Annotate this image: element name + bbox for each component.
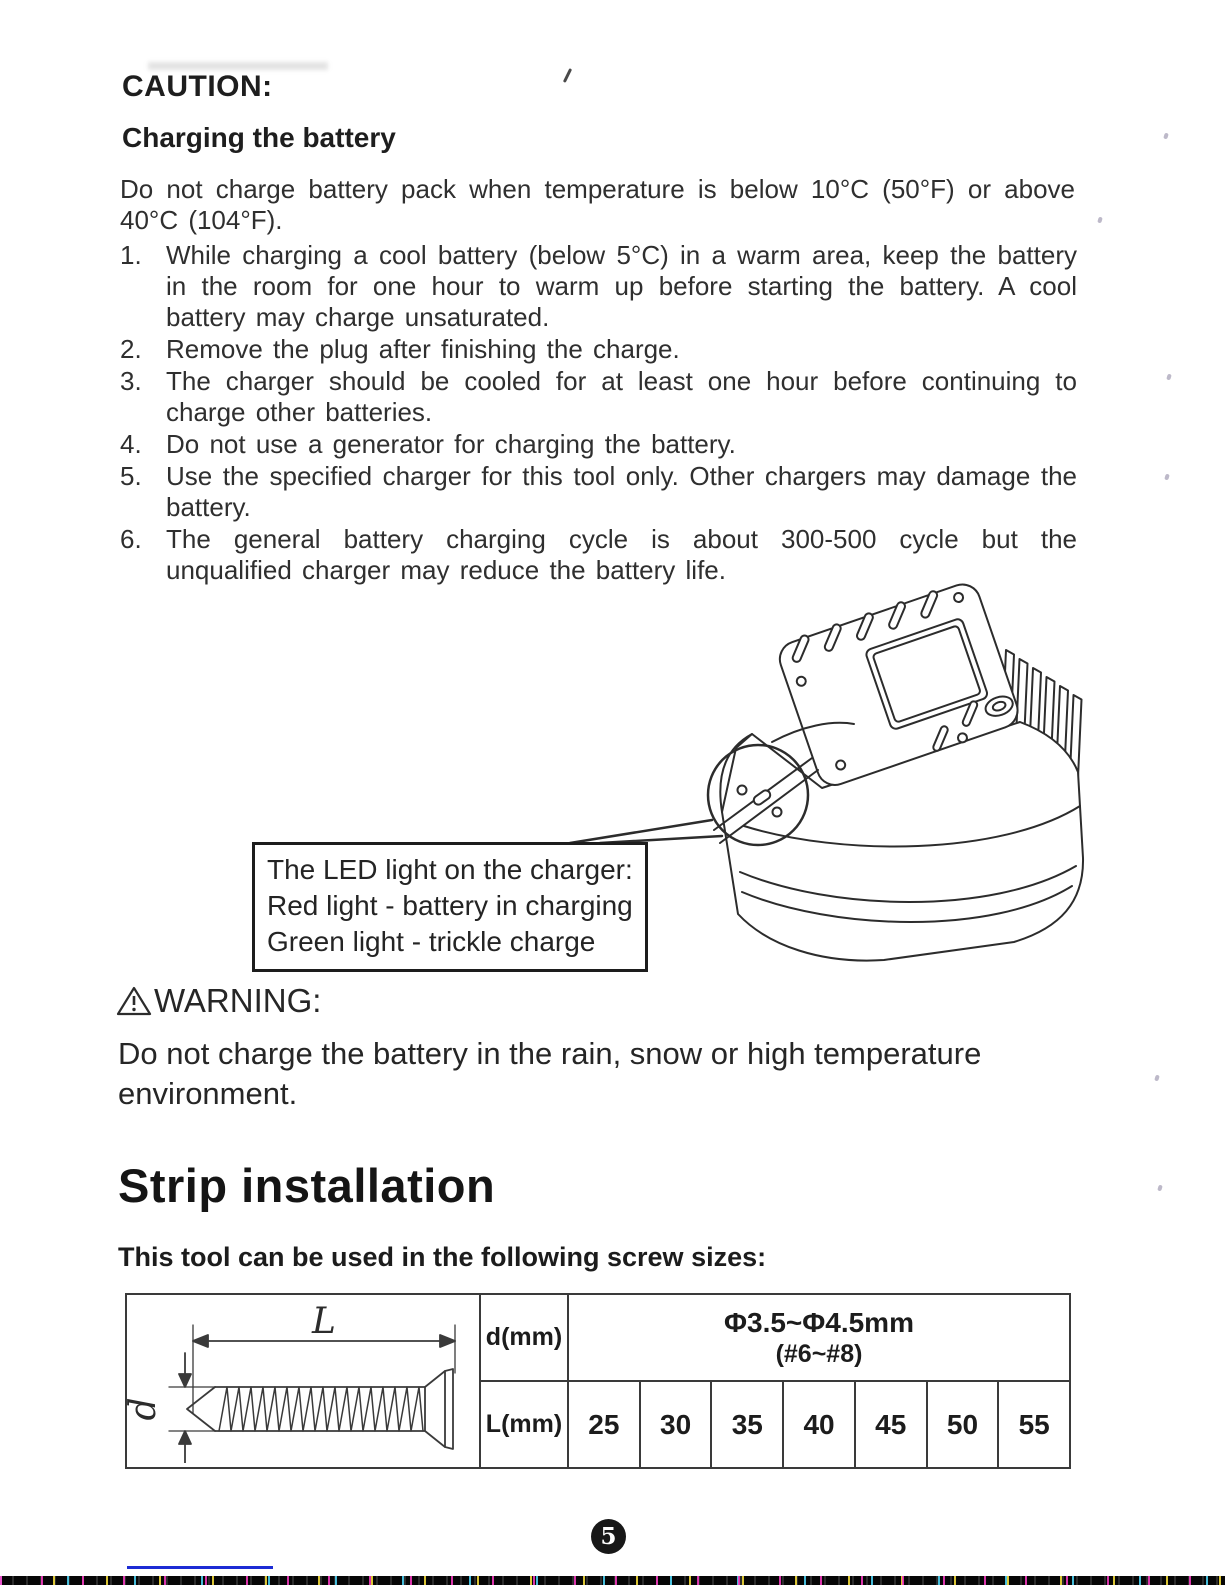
intro-paragraph: Do not charge battery pack when temperature is below 10°C (50°F) or above 40°C (104°F). [120, 174, 1075, 235]
scan-blue-line [127, 1566, 273, 1569]
warning-title-text: WARNING: [154, 982, 322, 1019]
list-item [120, 240, 1077, 333]
warning-triangle-icon [116, 985, 152, 1017]
caution-heading: CAUTION: [122, 70, 273, 103]
l-value-cell: 30 [641, 1382, 713, 1467]
scan-bottom-bar [0, 1576, 1225, 1585]
screw-size-table [125, 1293, 1071, 1469]
list-item [120, 334, 1077, 365]
l-value-cell: 55 [1018, 1408, 1050, 1440]
item-number: 3. [120, 366, 142, 396]
strip-installation-heading: Strip installation [118, 1159, 496, 1212]
led-callout-box [252, 842, 648, 972]
item-number: 5. [120, 461, 142, 491]
item-text: While charging a cool battery (below 5°C) in a warm area, keep the battery in the room for one hour to warm up before starting the battery. A cool battery may charge unsaturated. [166, 240, 1077, 332]
table-row-length [481, 1382, 1069, 1467]
scan-speck [1154, 1075, 1160, 1082]
scan-speck [1157, 1185, 1163, 1192]
scan-speck [1166, 374, 1172, 381]
item-number: 2. [120, 334, 142, 364]
l-value-cell: 25 [569, 1382, 641, 1467]
item-number: 1. [120, 240, 142, 270]
l-value-cell: 40 [784, 1382, 856, 1467]
list-item [120, 429, 1077, 460]
callout-line: Green light - trickle charge [267, 926, 596, 957]
l-value-cell: 50 [928, 1382, 1000, 1467]
item-text: Do not use a generator for charging the battery. [166, 429, 736, 459]
item-text: Use the specified charger for this tool only. Other chargers may damage the battery. [166, 461, 1077, 522]
screw-diagram [127, 1295, 477, 1463]
scan-speck [1164, 474, 1170, 481]
screw-sizes-subheading: This tool can be used in the following screw sizes: [118, 1242, 767, 1272]
l-value-cell: 35 [712, 1382, 784, 1467]
d-range-cell [569, 1295, 1069, 1380]
l-value-cell: 45 [856, 1382, 928, 1467]
item-number: 6. [120, 524, 142, 554]
scan-tick-mark [563, 68, 572, 83]
page-number-badge: 5 [591, 1519, 626, 1554]
d-range-value: Φ3.5~Φ4.5mm [724, 1306, 914, 1338]
list-item [120, 366, 1077, 428]
item-text: Remove the plug after finishing the charge. [166, 334, 680, 364]
table-row-diameter [481, 1295, 1069, 1382]
warning-heading [116, 982, 321, 1020]
item-number: 4. [120, 429, 142, 459]
warning-paragraph: Do not charge the battery in the rain, snow or high temperature environment. [118, 1036, 982, 1111]
caution-numbered-list [120, 240, 1077, 587]
callout-line: The LED light on the charger: [267, 854, 633, 885]
d-range-gauge: (#6~#8) [775, 1339, 863, 1368]
d-label-cell: d(mm) [481, 1295, 569, 1380]
l-label-cell: L(mm) [481, 1382, 569, 1467]
item-text: The charger should be cooled for at least one hour before continuing to charge other batteries. [166, 366, 1077, 427]
callout-line: Red light - battery in charging [267, 890, 633, 921]
charging-section-heading: Charging the battery [122, 122, 396, 153]
callout-leader-lines [570, 820, 722, 843]
list-item [120, 461, 1077, 523]
scan-smudge [148, 62, 328, 70]
scan-speck [1097, 217, 1103, 224]
length-dimension-label: L [312, 1301, 336, 1342]
screw-diagram-cell [127, 1295, 481, 1467]
diameter-dimension-label: d [127, 1397, 164, 1421]
item-text: The general battery charging cycle is about 300-500 cycle but the unqualified charger may reduce the battery life. [166, 524, 1077, 585]
scan-speck [1163, 133, 1169, 140]
